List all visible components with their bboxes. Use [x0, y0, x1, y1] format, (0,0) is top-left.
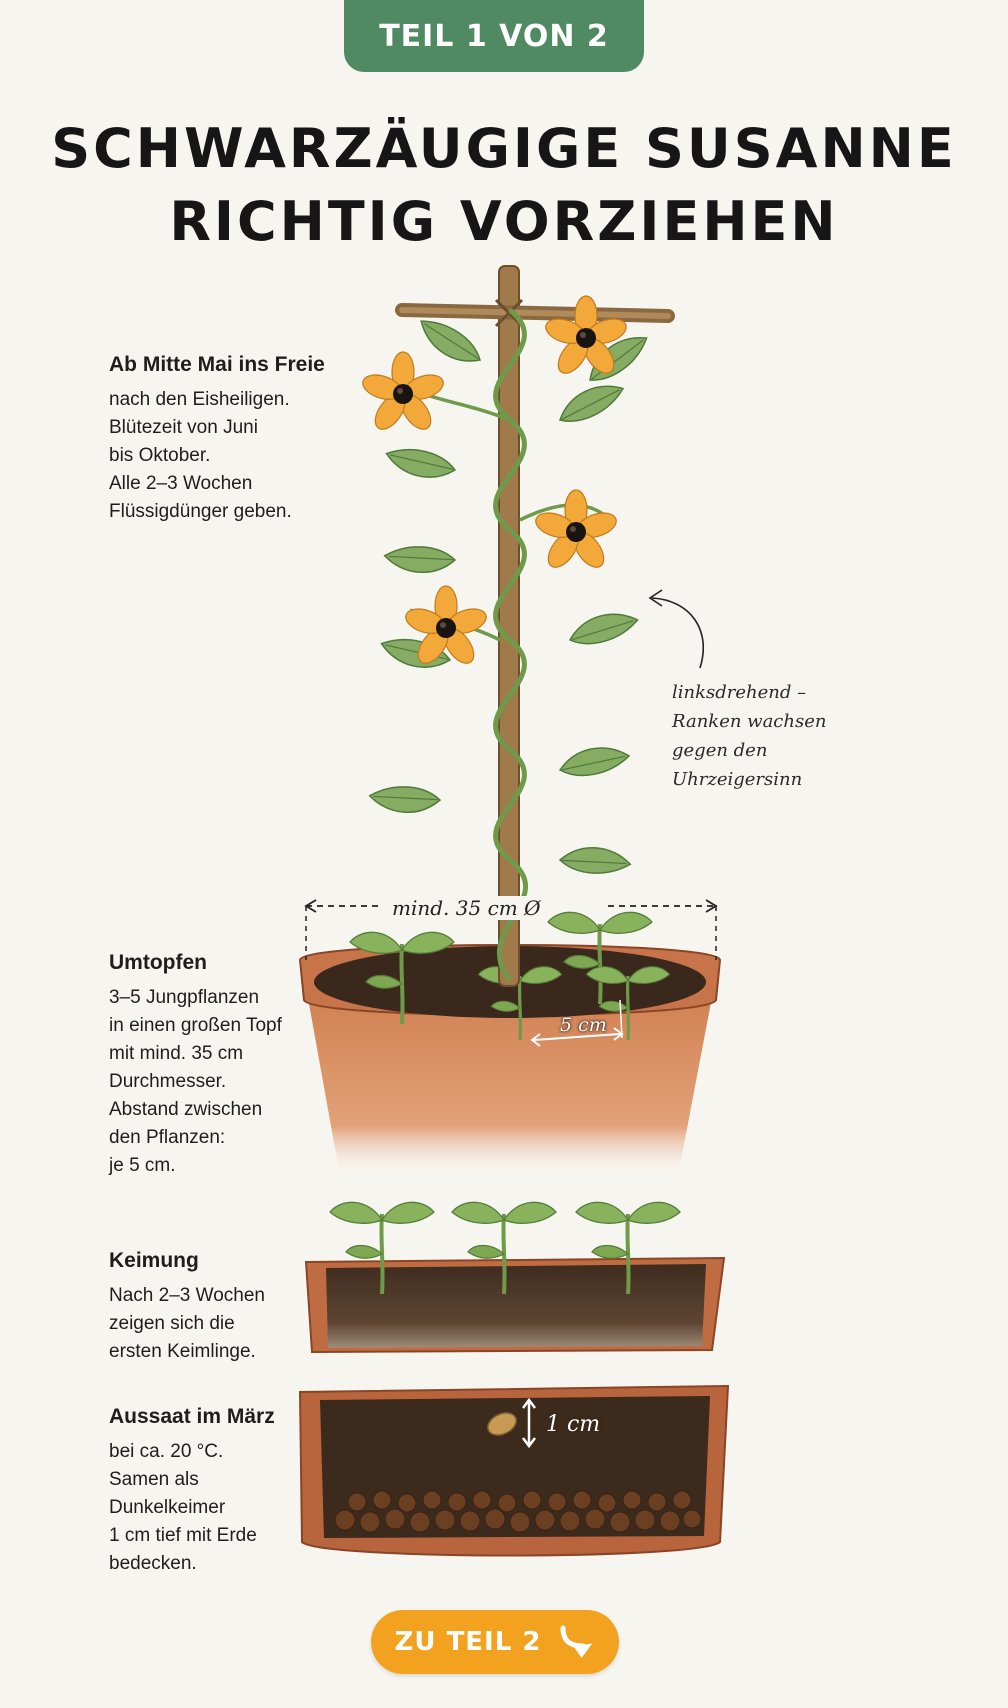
depth-label: 1 cm [546, 1412, 601, 1437]
step-heading: Aussaat im März [109, 1405, 275, 1428]
step-heading: Umtopfen [109, 951, 207, 974]
spacing-label: 5 cm [560, 1014, 607, 1036]
step-line: Blütezeit von Juni [109, 417, 258, 438]
part-badge: TEIL 1 VON 2 [344, 0, 644, 72]
step-line: den Pflanzen: [109, 1127, 226, 1148]
page-title-line-1: SCHWARZÄUGIGE SUSANNE [51, 117, 957, 180]
step-line: in einen großen Topf [109, 1015, 282, 1036]
step-sowing [109, 1402, 359, 1578]
arrow-down-right-icon [555, 1622, 595, 1662]
note-line: gegen den [672, 740, 768, 761]
step-line: bedecken. [109, 1553, 197, 1574]
note-line: Ranken wachsen [672, 711, 827, 732]
step-line: ersten Keimlinge. [109, 1341, 256, 1362]
step-line: 1 cm tief mit Erde [109, 1525, 257, 1546]
step-germination [109, 1246, 359, 1366]
step-line: Abstand zwischen [109, 1099, 263, 1120]
germination-tray [306, 1202, 724, 1352]
step-line: zeigen sich die [109, 1313, 235, 1334]
sowing-tray [300, 1386, 728, 1556]
annotation-arrow [652, 598, 703, 668]
step-line: Alle 2–3 Wochen [109, 473, 253, 494]
next-part-button[interactable] [371, 1610, 619, 1674]
step-repotting [109, 948, 359, 1180]
step-line: bei ca. 20 °C. [109, 1441, 224, 1462]
step-line: Nach 2–3 Wochen [109, 1285, 265, 1306]
step-heading: Keimung [109, 1249, 199, 1272]
next-part-label: ZU TEIL 2 [394, 1627, 542, 1657]
step-line: nach den Eisheiligen. [109, 389, 290, 410]
step-line: 3–5 Jungpflanzen [109, 987, 260, 1008]
step-line: je 5 cm. [109, 1155, 176, 1176]
note-line: Uhrzeigersinn [672, 769, 803, 790]
note-line: linksdrehend – [672, 682, 807, 703]
step-heading: Ab Mitte Mai ins Freie [109, 353, 325, 376]
step-line: bis Oktober. [109, 445, 211, 466]
step-line: Durchmesser. [109, 1071, 227, 1092]
pot-width-label: mind. 35 cm Ø [386, 896, 547, 920]
step-line: mit mind. 35 cm [109, 1043, 244, 1064]
step-line: Samen als [109, 1469, 199, 1490]
step-outdoor [109, 350, 359, 526]
step-line: Dunkelkeimer [109, 1497, 226, 1518]
page-title-line-2: RICHTIG VORZIEHEN [169, 190, 839, 253]
step-line: Flüssigdünger geben. [109, 501, 292, 522]
twining-note [672, 678, 872, 794]
